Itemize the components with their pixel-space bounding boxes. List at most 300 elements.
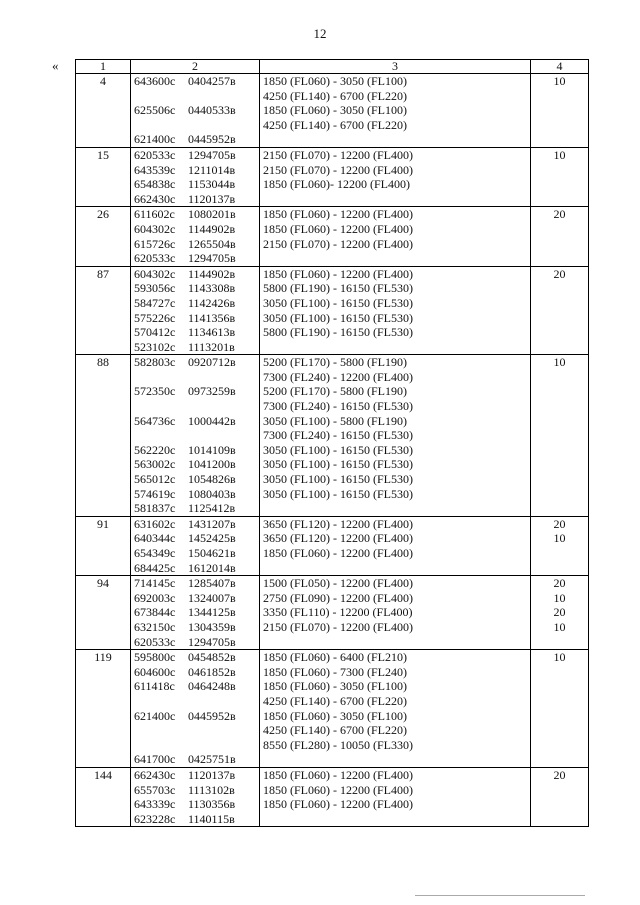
page-number: 12 — [313, 26, 327, 41]
latitude: 604302с — [134, 221, 176, 236]
latitude: 595800с — [134, 650, 176, 665]
flight-level-range: 1850 (FL060) - 3050 (FL100) — [263, 74, 407, 88]
value-cell — [531, 516, 589, 575]
table-row — [76, 576, 589, 650]
latitude: 632150с — [134, 619, 176, 634]
latitude: 593056с — [134, 281, 176, 296]
coordinates-cell — [131, 266, 260, 355]
flight-level-range: 7300 (FL240) - 16150 (FL530) — [263, 399, 413, 414]
value: 10 — [553, 619, 566, 634]
segment-number: 87 — [97, 266, 109, 281]
segment-number-cell — [76, 74, 131, 148]
flight-levels-cell — [260, 355, 531, 517]
coordinate-line — [131, 222, 259, 237]
longitude: 1265504в — [188, 236, 236, 251]
value — [531, 118, 588, 133]
longitude: 1294705в — [188, 634, 236, 649]
latitude: 643600с — [134, 74, 176, 88]
flight-level-range: 4250 (FL140) - 6700 (FL220) — [263, 88, 407, 103]
latitude: 581837с — [134, 501, 176, 516]
value-cell — [531, 207, 589, 266]
coordinate-line — [131, 325, 259, 340]
flight-level-range: 1850 (FL060) - 6400 (FL210) — [263, 650, 407, 665]
latitude: 572350с — [134, 384, 176, 399]
value — [531, 384, 588, 399]
coordinate-line — [131, 132, 259, 147]
latitude: 631602с — [134, 516, 176, 531]
value: 10 — [553, 147, 566, 162]
longitude: 1344125в — [188, 605, 236, 620]
coordinate-line — [131, 192, 259, 207]
coordinate-line — [131, 517, 259, 532]
flight-level-range: 1850 (FL060) - 12200 (FL400) — [263, 767, 413, 782]
table-row — [76, 516, 589, 575]
longitude: 1141356в — [188, 310, 236, 325]
flight-level-range: 5800 (FL190) - 16150 (FL530) — [263, 281, 413, 296]
coordinate-line — [131, 723, 259, 738]
opening-quote-mark: « — [52, 58, 59, 73]
value — [531, 281, 588, 296]
value — [531, 325, 588, 340]
coordinate-line — [131, 414, 259, 429]
value — [531, 177, 588, 192]
value: 20 — [553, 516, 566, 531]
coordinates-cell — [131, 516, 260, 575]
flight-level-range: 1500 (FL050) - 12200 (FL400) — [263, 576, 413, 591]
latitude: 621400с — [134, 132, 176, 147]
value — [531, 237, 588, 252]
flight-level-range: 2150 (FL070) - 12200 (FL400) — [263, 236, 413, 251]
longitude: 1211014в — [188, 162, 236, 177]
table-row — [76, 650, 589, 768]
value — [531, 694, 588, 709]
latitude: 620533с — [134, 251, 176, 266]
value: 10 — [553, 355, 566, 370]
segment-number: 91 — [97, 516, 109, 531]
flight-level-range: 5200 (FL170) - 5800 (FL190) — [263, 355, 407, 370]
value — [531, 723, 588, 738]
value — [531, 546, 588, 561]
latitude: 692003с — [134, 590, 176, 605]
value: 10 — [553, 590, 566, 605]
flight-level-range: 4250 (FL140) - 6700 (FL220) — [263, 117, 407, 132]
column-header-1: 1 — [76, 60, 131, 74]
coordinate-line — [131, 148, 259, 163]
value-cell — [531, 650, 589, 768]
longitude: 1431207в — [188, 516, 236, 531]
column-header-4: 4 — [531, 60, 589, 74]
latitude: 620533с — [134, 634, 176, 649]
value-cell — [531, 576, 589, 650]
coordinates-cell — [131, 147, 260, 206]
flight-level-range: 1850 (FL060) - 3050 (FL100) — [263, 103, 407, 118]
longitude: 0425751в — [188, 752, 236, 767]
coordinate-line — [131, 74, 259, 89]
coordinate-line — [131, 546, 259, 561]
latitude: 604302с — [134, 266, 176, 281]
coordinate-line — [131, 443, 259, 458]
value-cell — [531, 74, 589, 148]
coordinate-line — [131, 281, 259, 296]
coordinate-line — [131, 89, 259, 104]
flight-level-range: 2150 (FL070) - 12200 (FL400) — [263, 619, 413, 634]
longitude: 1113201в — [188, 339, 235, 354]
coordinate-line — [131, 679, 259, 694]
longitude: 1324007в — [188, 590, 236, 605]
longitude: 0920712в — [188, 355, 236, 370]
flight-level-range: 4250 (FL140) - 6700 (FL220) — [263, 693, 407, 708]
flight-level-range — [260, 752, 530, 767]
column-header-2: 2 — [131, 60, 260, 74]
flight-level-range — [260, 132, 530, 147]
coordinate-line — [131, 237, 259, 252]
latitude: 641700с — [134, 752, 176, 767]
coordinate-line — [131, 605, 259, 620]
flight-level-range — [260, 561, 530, 576]
coordinate-line — [131, 207, 259, 222]
coordinate-line — [131, 177, 259, 192]
value: 10 — [553, 531, 566, 546]
coordinate-line — [131, 370, 259, 385]
value — [531, 340, 588, 355]
segment-number: 4 — [100, 74, 106, 88]
value — [531, 709, 588, 724]
value — [531, 812, 588, 827]
latitude: 564736с — [134, 413, 176, 428]
value — [531, 472, 588, 487]
coordinate-line — [131, 487, 259, 502]
longitude: 0454852в — [188, 650, 236, 665]
coordinates-cell — [131, 767, 260, 826]
longitude: 1294705в — [188, 251, 236, 266]
value — [531, 487, 588, 502]
longitude: 1080403в — [188, 486, 236, 501]
flight-level-range — [260, 251, 530, 266]
value — [531, 251, 588, 266]
longitude: 1144902в — [188, 221, 236, 236]
segment-number: 26 — [97, 207, 109, 222]
flight-levels-cell — [260, 516, 531, 575]
value — [531, 311, 588, 326]
segment-number-cell — [76, 266, 131, 355]
latitude: 662430с — [134, 191, 176, 206]
longitude: 1054826в — [188, 472, 236, 487]
flight-levels-cell — [260, 576, 531, 650]
value — [531, 665, 588, 680]
latitude: 655703с — [134, 782, 176, 797]
latitude: 684425с — [134, 560, 176, 575]
flight-level-range: 7300 (FL240) - 12200 (FL400) — [263, 369, 413, 384]
value — [531, 399, 588, 414]
value-cell — [531, 767, 589, 826]
flight-level-range: 3050 (FL100) - 16150 (FL530) — [263, 457, 413, 472]
longitude: 1144902в — [188, 266, 236, 281]
longitude: 1612014в — [188, 560, 236, 575]
latitude: 625506с — [134, 103, 176, 118]
coordinates-cell — [131, 650, 260, 768]
flight-level-range: 8550 (FL280) - 10050 (FL330) — [263, 737, 413, 752]
flight-levels-cell — [260, 147, 531, 206]
flight-level-range: 5200 (FL170) - 5800 (FL190) — [263, 384, 407, 399]
flight-level-range: 3050 (FL100) - 16150 (FL530) — [263, 310, 413, 325]
flight-level-range: 1850 (FL060) - 3050 (FL100) — [263, 708, 407, 723]
latitude: 654349с — [134, 546, 176, 560]
coordinate-line — [131, 620, 259, 635]
coordinates-cell — [131, 576, 260, 650]
longitude: 1041200в — [188, 457, 236, 472]
coordinate-line — [131, 665, 259, 680]
coordinate-line — [131, 267, 259, 282]
latitude: 584727с — [134, 295, 176, 310]
header-row — [76, 60, 589, 74]
value — [531, 501, 588, 516]
flight-level-range: 3350 (FL110) - 12200 (FL400) — [263, 605, 413, 620]
segment-number-cell — [76, 576, 131, 650]
flight-level-range: 1850 (FL060) - 12200 (FL400) — [263, 266, 413, 281]
longitude: 0440533в — [188, 103, 236, 118]
table-row — [76, 767, 589, 826]
segment-number-cell — [76, 355, 131, 517]
value — [531, 192, 588, 207]
table-body — [76, 74, 589, 827]
longitude: 0404257в — [188, 74, 236, 88]
value — [531, 443, 588, 458]
coordinate-line — [131, 355, 259, 370]
coordinate-line — [131, 472, 259, 487]
value — [531, 797, 588, 812]
latitude: 565012с — [134, 472, 176, 487]
flight-level-range: 7300 (FL240) - 16150 (FL530) — [263, 428, 413, 443]
flight-level-range: 1850 (FL060) - 12200 (FL400) — [263, 782, 413, 797]
flight-level-range — [260, 635, 530, 650]
flight-level-range: 4250 (FL140) - 6700 (FL220) — [263, 723, 407, 738]
longitude: 0461852в — [188, 664, 236, 679]
longitude: 1153044в — [188, 177, 236, 192]
longitude: 0464248в — [188, 679, 236, 694]
latitude: 615726с — [134, 236, 176, 251]
flight-level-range: 3050 (FL100) - 16150 (FL530) — [263, 472, 413, 487]
coordinate-line — [131, 783, 259, 798]
coordinate-line — [131, 738, 259, 753]
longitude: 1014109в — [188, 442, 236, 457]
segment-number: 88 — [97, 355, 109, 370]
coordinate-line — [131, 311, 259, 326]
coordinate-line — [131, 384, 259, 399]
longitude: 1140115в — [188, 811, 235, 826]
latitude: 562220с — [134, 442, 176, 457]
coordinate-line — [131, 561, 259, 576]
table-row — [76, 355, 589, 517]
latitude: 640344с — [134, 531, 176, 546]
value — [531, 222, 588, 237]
flight-levels-cell — [260, 266, 531, 355]
longitude: 1294705в — [188, 147, 236, 162]
longitude: 1120137в — [188, 767, 236, 782]
value: 20 — [553, 767, 566, 782]
latitude: 611602с — [134, 207, 175, 222]
segment-number-cell — [76, 207, 131, 266]
segment-number-cell — [76, 650, 131, 768]
value — [531, 296, 588, 311]
coordinate-line — [131, 457, 259, 472]
latitude: 574619с — [134, 486, 176, 501]
segment-number: 15 — [97, 147, 109, 162]
longitude: 0445952в — [188, 132, 236, 147]
flight-level-range: 3050 (FL100) - 16150 (FL530) — [263, 295, 413, 310]
value: 10 — [553, 650, 566, 665]
longitude: 1452425в — [188, 531, 236, 546]
flight-levels-cell — [260, 767, 531, 826]
flight-level-range: 3650 (FL120) - 12200 (FL400) — [263, 516, 413, 531]
latitude: 654838с — [134, 177, 176, 192]
table-row — [76, 74, 589, 148]
coordinates-cell — [131, 207, 260, 266]
flight-level-range: 3050 (FL100) - 16150 (FL530) — [263, 486, 413, 501]
longitude: 1134613в — [188, 325, 236, 340]
longitude: 1285407в — [188, 576, 236, 591]
coordinate-line — [131, 752, 259, 767]
segment-number: 144 — [94, 767, 112, 782]
flight-levels-cell — [260, 207, 531, 266]
value — [531, 561, 588, 576]
value-cell — [531, 355, 589, 517]
value — [531, 783, 588, 798]
latitude: 523102с — [134, 339, 176, 354]
coordinate-line — [131, 501, 259, 516]
latitude: 662430с — [134, 767, 176, 782]
segment-number-cell — [76, 147, 131, 206]
coordinate-line — [131, 118, 259, 133]
flight-level-range — [260, 192, 530, 207]
latitude: 582803с — [134, 355, 176, 370]
latitude: 673844с — [134, 605, 176, 620]
coordinate-line — [131, 251, 259, 266]
latitude: 643339с — [134, 797, 176, 812]
longitude: 1113102в — [188, 782, 235, 797]
flight-level-range: 1850 (FL060) - 3050 (FL100) — [263, 679, 407, 694]
value — [531, 635, 588, 650]
value: 20 — [553, 576, 566, 591]
longitude: 1130356в — [188, 797, 236, 812]
segment-number: 119 — [94, 650, 112, 665]
flight-level-range: 3050 (FL100) - 16150 (FL530) — [263, 442, 413, 457]
latitude: 563002с — [134, 457, 176, 472]
coordinates-cell — [131, 74, 260, 148]
coordinate-line — [131, 635, 259, 650]
flight-level-range: 1850 (FL060) - 12200 (FL400) — [263, 207, 413, 222]
value: 20 — [553, 605, 566, 620]
table-row — [76, 207, 589, 266]
latitude: 604600с — [134, 664, 176, 679]
value: 20 — [553, 207, 566, 222]
table-row — [76, 147, 589, 206]
coordinate-line — [131, 709, 259, 724]
value — [531, 752, 588, 767]
coordinate-line — [131, 399, 259, 414]
flight-level-range: 2150 (FL070) - 12200 (FL400) — [263, 147, 413, 162]
coordinate-line — [131, 694, 259, 709]
flight-level-range: 2150 (FL070) - 12200 (FL400) — [263, 162, 413, 177]
latitude: 623228с — [134, 811, 176, 826]
flight-level-range: 3650 (FL120) - 12200 (FL400) — [263, 531, 413, 546]
coordinate-line — [131, 576, 259, 591]
longitude: 1125412в — [188, 501, 236, 516]
flight-level-range: 1850 (FL060)- 12200 (FL400) — [263, 177, 410, 192]
latitude: 643539с — [134, 162, 176, 177]
airway-segments-table — [75, 59, 589, 827]
longitude: 1304359в — [188, 619, 236, 634]
coordinate-line — [131, 340, 259, 355]
value — [531, 428, 588, 443]
flight-level-range: 1850 (FL060) - 12200 (FL400) — [263, 546, 413, 560]
flight-levels-cell — [260, 650, 531, 768]
value-cell — [531, 266, 589, 355]
flight-level-range: 5800 (FL190) - 16150 (FL530) — [263, 325, 413, 340]
flight-level-range: 2750 (FL090) - 12200 (FL400) — [263, 590, 413, 605]
longitude: 1120137в — [188, 191, 236, 206]
value-cell — [531, 147, 589, 206]
longitude: 1504621в — [188, 546, 236, 560]
coordinate-line — [131, 163, 259, 178]
value — [531, 163, 588, 178]
latitude: 714145с — [134, 576, 176, 591]
flight-level-range: 1850 (FL060) - 12200 (FL400) — [263, 221, 413, 236]
flight-level-range — [260, 501, 530, 516]
flight-level-range: 1850 (FL060) - 12200 (FL400) — [263, 797, 413, 812]
flight-levels-cell — [260, 74, 531, 148]
coordinate-line — [131, 797, 259, 812]
flight-level-range — [260, 340, 530, 355]
longitude: 0445952в — [188, 708, 236, 723]
latitude: 570412с — [134, 325, 176, 340]
column-header-3: 3 — [260, 60, 531, 74]
value — [531, 679, 588, 694]
longitude: 1143308в — [188, 281, 236, 296]
value — [531, 457, 588, 472]
segment-number-cell — [76, 767, 131, 826]
longitude: 1142426в — [188, 295, 236, 310]
value — [531, 89, 588, 104]
latitude: 621400с — [134, 708, 176, 723]
value: 20 — [553, 266, 566, 281]
coordinate-line — [131, 428, 259, 443]
latitude: 620533с — [134, 147, 176, 162]
value — [531, 738, 588, 753]
flight-level-range: 3050 (FL100) - 5800 (FL190) — [263, 413, 407, 428]
coordinate-line — [131, 531, 259, 546]
table-row — [76, 266, 589, 355]
longitude: 0973259в — [188, 384, 236, 399]
coordinate-line — [131, 812, 259, 827]
value — [531, 103, 588, 118]
value — [531, 132, 588, 147]
longitude: 1000442в — [188, 413, 236, 428]
segment-number-cell — [76, 516, 131, 575]
value — [531, 370, 588, 385]
coordinate-line — [131, 768, 259, 783]
latitude: 575226с — [134, 310, 176, 325]
coordinate-line — [131, 650, 259, 665]
bottom-rule — [415, 895, 585, 896]
flight-level-range: 1850 (FL060) - 7300 (FL240) — [263, 664, 407, 679]
value: 10 — [553, 74, 566, 88]
flight-level-range — [260, 812, 530, 827]
coordinate-line — [131, 296, 259, 311]
segment-number: 94 — [97, 576, 109, 591]
value — [531, 414, 588, 429]
latitude: 611418с — [134, 679, 175, 694]
coordinates-cell — [131, 355, 260, 517]
